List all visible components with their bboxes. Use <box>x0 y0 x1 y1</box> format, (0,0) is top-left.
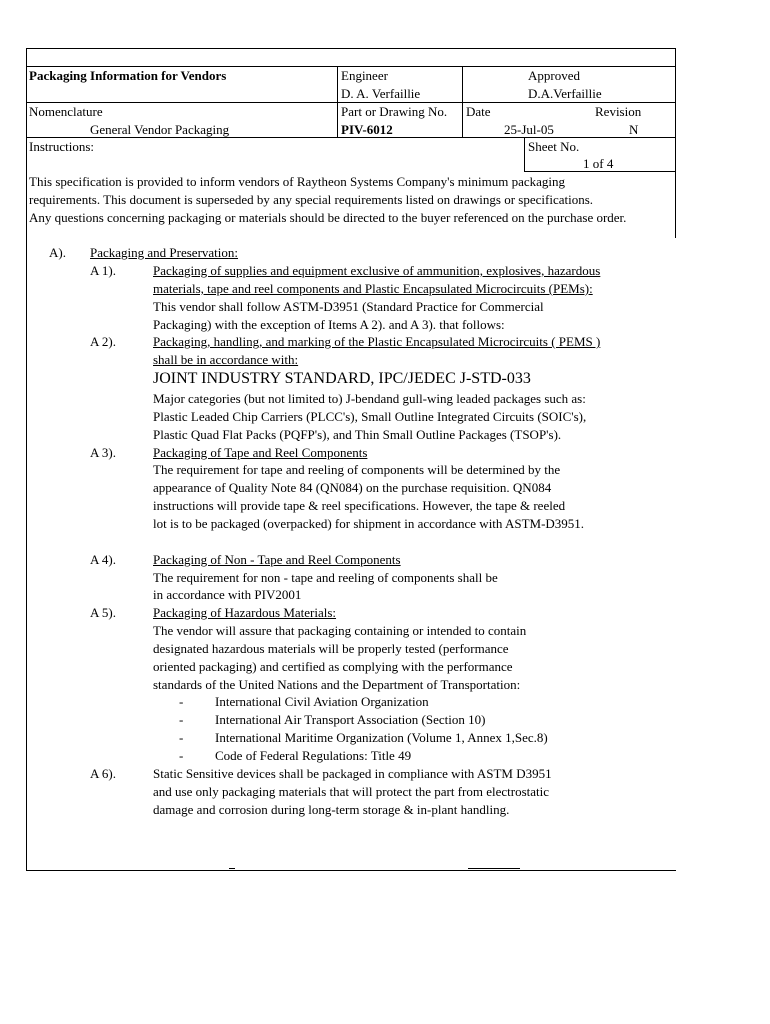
item-title-line: shall be in accordance with: <box>153 352 299 367</box>
item-body-line: Plastic Quad Flat Packs (PQFP's), and Thin Small Outline Packages (TSOP's). <box>153 427 562 442</box>
item-title-line: Packaging of supplies and equipment exclusive of ammunition, explosives, hazardous <box>153 263 601 278</box>
list-item: International Maritime Organization (Volume 1, Annex 1,Sec.8) <box>215 730 548 745</box>
date-label: Date <box>466 104 491 119</box>
nomenclature-label: Nomenclature <box>29 104 103 119</box>
intro-line: Any questions concerning packaging or materials should be directed to the buyer referenced on the purchase order. <box>29 210 627 225</box>
section-a-title: Packaging and Preservation: <box>90 245 239 260</box>
item-number: A 2). <box>90 334 116 349</box>
item-title-line: Packaging of Hazardous Materials: <box>153 605 337 620</box>
item-body-line: Major categories (but not limited to) J-bendand gull-wing leaded packages such as: <box>153 391 586 406</box>
nomenclature-value: General Vendor Packaging <box>90 122 230 137</box>
approved-label: Approved <box>528 68 580 83</box>
item-body-line: Static Sensitive devices shall be packaged in compliance with ASTM D3951 <box>153 766 552 781</box>
item-title-line: Packaging, handling, and marking of the Plastic Encapsulated Microcircuits ( PEMS ) <box>153 334 601 349</box>
revision-value: N <box>629 122 639 137</box>
item-body-line: appearance of Quality Note 84 (QN084) on the purchase requisition. QN084 <box>153 480 552 495</box>
item-number: A 3). <box>90 445 116 460</box>
item-body-line: The requirement for tape and reeling of components will be determined by the <box>153 462 561 477</box>
list-bullet: - <box>179 748 184 763</box>
item-body-line: in accordance with PIV2001 <box>153 587 302 602</box>
footer-mark <box>468 868 520 869</box>
revision-label: Revision <box>595 104 642 119</box>
intro-line: requirements. This document is superseded by any special requirements listed on drawings or specifications. <box>29 192 594 207</box>
item-body-line: damage and corrosion during long-term storage & in-plant handling. <box>153 802 510 817</box>
document-title: Packaging Information for Vendors <box>29 68 227 83</box>
item-body-line: This vendor shall follow ASTM-D3951 (Standard Practice for Commercial <box>153 299 544 314</box>
sheet-label: Sheet No. <box>528 139 580 154</box>
item-title-line: Packaging of Non - Tape and Reel Components <box>153 552 401 567</box>
item-title-line: materials, tape and reel components and Plastic Encapsulated Microcircuits (PEMs): <box>153 281 593 296</box>
standard-reference: JOINT INDUSTRY STANDARD, IPC/JEDEC J-STD-033 <box>153 370 531 387</box>
item-body-line: The vendor will assure that packaging containing or intended to contain <box>153 623 527 638</box>
item-number: A 6). <box>90 766 116 781</box>
engineer-label: Engineer <box>341 68 388 83</box>
item-body-line: The requirement for non - tape and reeling of components shall be <box>153 570 498 585</box>
part-number: PIV-6012 <box>341 122 393 137</box>
sheet-value: 1 of 4 <box>583 156 614 171</box>
engineer-name: D. A. Verfaillie <box>341 86 421 101</box>
item-number: A 5). <box>90 605 116 620</box>
footer-mark <box>229 868 235 869</box>
item-number: A 4). <box>90 552 116 567</box>
item-body-line: oriented packaging) and certified as complying with the performance <box>153 659 513 674</box>
item-title-line: Packaging of Tape and Reel Components <box>153 445 368 460</box>
list-item: International Civil Aviation Organization <box>215 694 429 709</box>
approved-name: D.A.Verfaillie <box>528 86 602 101</box>
item-body-line: designated hazardous materials will be properly tested (performance <box>153 641 509 656</box>
item-body-line: Packaging) with the exception of Items A 2). and A 3). that follows: <box>153 317 505 332</box>
list-bullet: - <box>179 712 184 727</box>
part-label: Part or Drawing No. <box>341 104 448 119</box>
section-a-number: A). <box>49 245 66 260</box>
list-bullet: - <box>179 730 184 745</box>
item-body-line: instructions will provide tape & reel specifications. However, the tape & reeled <box>153 498 566 513</box>
intro-line: This specification is provided to inform vendors of Raytheon Systems Company's minimum packaging <box>29 174 565 189</box>
list-item: Code of Federal Regulations: Title 49 <box>215 748 412 763</box>
item-body-line: lot is to be packaged (overpacked) for shipment in accordance with ASTM-D3951. <box>153 516 585 531</box>
item-body-line: and use only packaging materials that will protect the part from electrostatic <box>153 784 549 799</box>
instructions-label: Instructions: <box>29 139 94 154</box>
list-item: International Air Transport Association (Section 10) <box>215 712 486 727</box>
item-body-line: Plastic Leaded Chip Carriers (PLCC's), Small Outline Integrated Circuits (SOIC's), <box>153 409 587 424</box>
item-number: A 1). <box>90 263 116 278</box>
list-bullet: - <box>179 694 184 709</box>
date-value: 25-Jul-05 <box>504 122 554 137</box>
item-body-line: standards of the United Nations and the Department of Transportation: <box>153 677 521 692</box>
